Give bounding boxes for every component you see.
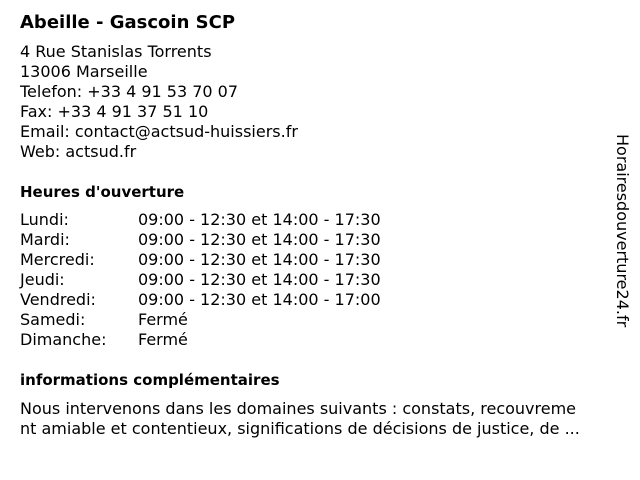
website: Web: actsud.fr [20,142,137,161]
contact-block [20,42,610,162]
business-card [20,10,610,439]
city-postcode: 13006 Marseille [20,62,148,81]
hours-row-thursday [20,270,610,290]
fax-number: Fax: +33 4 91 37 51 10 [20,102,209,121]
time-range: 09:00 - 12:30 et 14:00 - 17:30 [138,270,381,289]
hours-row-tuesday [20,230,610,250]
day-label: Samedi: [20,310,86,329]
hours-row-monday [20,210,610,230]
day-label: Jeudi: [20,270,65,289]
time-range: 09:00 - 12:30 et 14:00 - 17:30 [138,230,381,249]
site-watermark: Horairesdouverture24.fr [613,134,632,328]
day-label: Lundi: [20,210,69,229]
hours-row-friday [20,290,610,310]
hours-row-saturday [20,310,610,330]
time-range: Fermé [138,330,188,349]
time-range: 09:00 - 12:30 et 14:00 - 17:00 [138,290,381,309]
time-range: Fermé [138,310,188,329]
additional-info-heading: informations complémentaires [20,371,280,389]
opening-hours-heading: Heures d'ouverture [20,183,185,201]
hours-row-sunday [20,330,610,350]
hours-row-wednesday [20,250,610,270]
street-address: 4 Rue Stanislas Torrents [20,42,212,61]
opening-hours-table [20,210,610,350]
info-line: Nous intervenons dans les domaines suivants : constats, recouvreme [20,399,577,418]
additional-info-text [20,399,630,439]
info-line: nt amiable et contentieux, significations de décisions de justice, de ... [20,419,580,438]
time-range: 09:00 - 12:30 et 14:00 - 17:30 [138,250,381,269]
time-range: 09:00 - 12:30 et 14:00 - 17:30 [138,210,381,229]
phone-number: Telefon: +33 4 91 53 70 07 [20,82,239,101]
day-label: Mardi: [20,230,70,249]
day-label: Dimanche: [20,330,107,349]
email-address: Email: contact@actsud-huissiers.fr [20,122,298,141]
day-label: Vendredi: [20,290,96,309]
business-name: Abeille - Gascoin SCP [20,12,236,33]
day-label: Mercredi: [20,250,95,269]
